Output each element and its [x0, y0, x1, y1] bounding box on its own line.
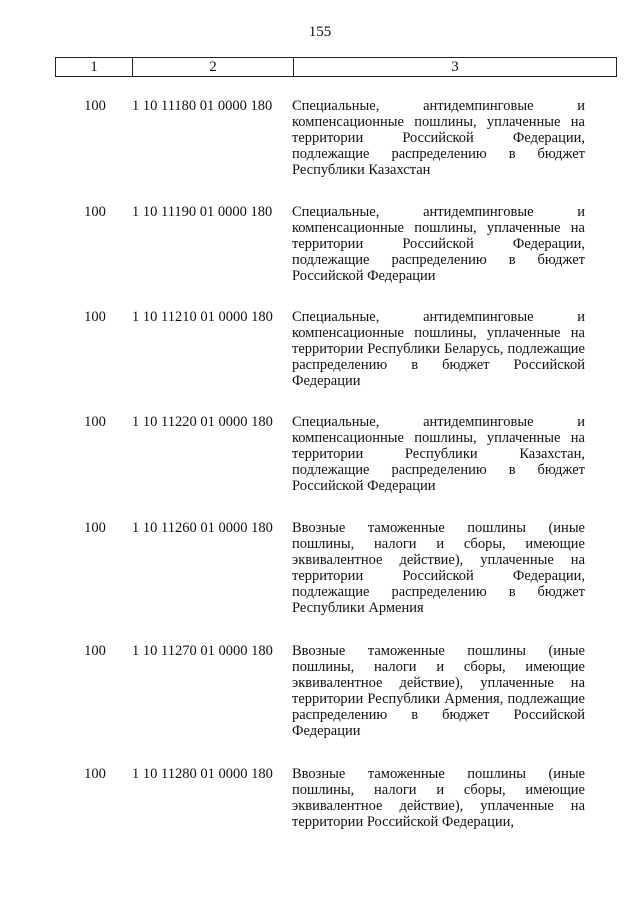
- budget-classification-code: 1 10 11190 01 0000 180: [132, 204, 273, 220]
- budget-classification-code: 1 10 11260 01 0000 180: [132, 520, 273, 536]
- column-header-row: [56, 58, 617, 77]
- budget-classification-code: 1 10 11220 01 0000 180: [132, 414, 273, 430]
- admin-code: 100: [84, 766, 106, 782]
- column-header-1: 1: [56, 58, 133, 77]
- column-header-2: 2: [133, 58, 294, 77]
- admin-code: 100: [84, 520, 106, 536]
- column-header-3: 3: [294, 58, 617, 77]
- income-description: Специальные, антидемпинговые и компенсационные пошлины, уплаченные на территории Российской Федерации, подлежащие распределению в бюджет Российской Федерации: [292, 204, 585, 284]
- page-number: 155: [308, 24, 332, 40]
- admin-code: 100: [84, 309, 106, 325]
- admin-code: 100: [84, 414, 106, 430]
- income-description: Ввозные таможенные пошлины (иные пошлины, налоги и сборы, имеющие эквивалентное действие), уплаченные на территории Республики Армения, подлежащие распределению в бюджет Российской Федерации: [292, 643, 585, 739]
- budget-classification-code: 1 10 11180 01 0000 180: [132, 98, 273, 114]
- budget-classification-code: 1 10 11210 01 0000 180: [132, 309, 273, 325]
- income-description: Специальные, антидемпинговые и компенсационные пошлины, уплаченные на территории Российской Федерации, подлежащие распределению в бюджет Республики Казахстан: [292, 98, 585, 178]
- income-description: Ввозные таможенные пошлины (иные пошлины, налоги и сборы, имеющие эквивалентное действие), уплаченные на территории Российской Федерации,: [292, 766, 585, 830]
- admin-code: 100: [84, 643, 106, 659]
- column-header-table: [55, 57, 617, 77]
- income-description: Ввозные таможенные пошлины (иные пошлины, налоги и сборы, имеющие эквивалентное действие), уплаченные на территории Российской Федерации, подлежащие распределению в бюджет Республики Армения: [292, 520, 585, 616]
- admin-code: 100: [84, 204, 106, 220]
- budget-classification-code: 1 10 11270 01 0000 180: [132, 643, 273, 659]
- admin-code: 100: [84, 98, 106, 114]
- income-description: Специальные, антидемпинговые и компенсационные пошлины, уплаченные на территории Республики Беларусь, подлежащие распределению в бюджет Российской Федерации: [292, 309, 585, 389]
- income-description: Специальные, антидемпинговые и компенсационные пошлины, уплаченные на территории Республики Казахстан, подлежащие распределению в бюджет Российской Федерации: [292, 414, 585, 494]
- budget-classification-code: 1 10 11280 01 0000 180: [132, 766, 273, 782]
